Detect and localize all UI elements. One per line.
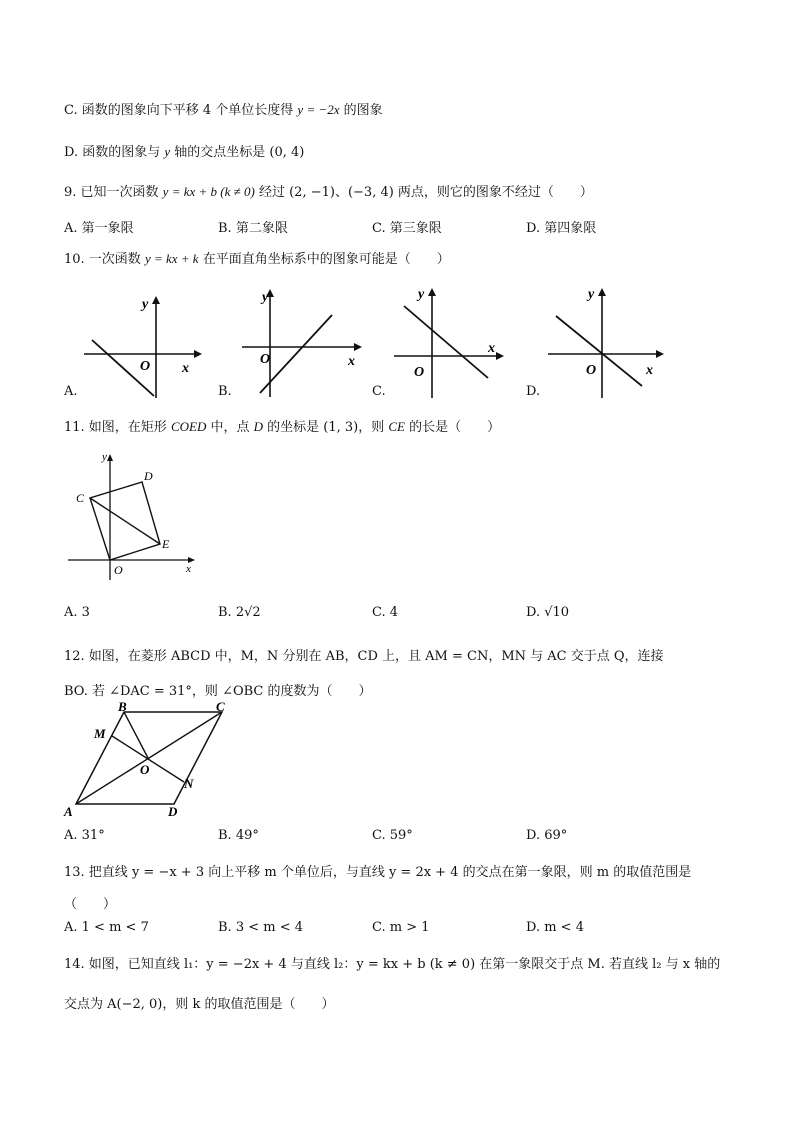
q14-stem-line2: 交点为 A(−2, 0)，则 k 的取值范围是（ ） xyxy=(64,997,335,1012)
q13-option-a: A. 1 < m < 7 xyxy=(64,920,149,935)
q8-d-mid: 轴的交点坐标是 xyxy=(170,145,270,160)
q11-point-d: D xyxy=(253,419,263,434)
q10-option-a-letter: A. xyxy=(64,384,78,399)
q9-points: (2, −1)、(−3, 4) xyxy=(289,185,394,200)
q8-option-d xyxy=(64,141,304,160)
q9-end: 两点，则它的图象不经过（ ） xyxy=(393,185,593,200)
q14-stem-line1: 14. 如图，已知直线 l₁：y = −2x + 4 与直线 l₂：y = kx + b (k ≠ 0) 在第一象限交于点 M. 若直线 l₂ 与 x 轴的 xyxy=(64,957,721,972)
q9-option-a: A. 第一象限 xyxy=(64,221,134,236)
q11-stem xyxy=(64,416,500,435)
q13-paren: （ ） xyxy=(64,897,117,912)
q8-d-var: y xyxy=(164,144,171,159)
q12-label-m: M xyxy=(94,726,106,741)
q12-stem-line2: BO. 若 ∠DAC = 31°，则 ∠OBC 的度数为（ ） xyxy=(64,684,372,699)
q10-b-origin: O xyxy=(260,352,271,367)
q11-coord: (1, 3) xyxy=(323,420,359,435)
q11-label-c: C xyxy=(76,491,85,505)
q8-c-equation: y = −2x xyxy=(297,102,340,117)
q11-rect: COED xyxy=(170,419,207,434)
q10-d-origin: O xyxy=(586,363,597,378)
q12-label-o: O xyxy=(140,762,150,777)
q12-stem-line1: 12. 如图，在菱形 ABCD 中，M，N 分别在 AB，CD 上，且 AM = CN，MN 与 AC 交于点 Q，连接 xyxy=(64,649,664,664)
q12-figure xyxy=(62,700,238,820)
q9-num: 9. 已知一次函数 xyxy=(64,185,163,200)
q9-mid: 经过 xyxy=(254,185,290,200)
q11-num: 11. 如图，在矩形 xyxy=(64,420,171,435)
q12-option-a: A. 31° xyxy=(64,828,105,843)
q10-graph-c xyxy=(392,282,508,400)
q12-label-n: N xyxy=(184,776,194,791)
q10-stem xyxy=(64,248,450,267)
q10-option-b-letter: B. xyxy=(218,384,232,399)
q10-b-y-label: y xyxy=(262,290,269,305)
q10-b-x-label: x xyxy=(348,354,355,369)
q11-mid3: ，则 xyxy=(358,420,389,435)
q13-option-c: C. m > 1 xyxy=(372,920,430,935)
q9-stem xyxy=(64,181,593,200)
q10-end: 在平面直角坐标系中的图象可能是（ ） xyxy=(198,252,450,267)
q10-d-y-label: y xyxy=(588,287,595,302)
q11-option-a: A. 3 xyxy=(64,605,90,620)
q13-option-d: D. m < 4 xyxy=(526,920,584,935)
q10-graph-d xyxy=(546,282,670,400)
q10-graph-b xyxy=(240,285,366,400)
q11-option-c: C. 4 xyxy=(372,605,399,620)
q11-option-b: B. 2√2 xyxy=(218,605,261,620)
q12-label-c: C xyxy=(216,700,225,714)
q10-num: 10. 一次函数 xyxy=(64,252,145,267)
q12-option-d: D. 69° xyxy=(526,828,568,843)
q10-a-y-label: y xyxy=(142,297,149,312)
q10-a-x-label: x xyxy=(182,361,189,376)
q13-option-b: B. 3 < m < 4 xyxy=(218,920,304,935)
q9-option-c: C. 第三象限 xyxy=(372,221,442,236)
q10-c-y-label: y xyxy=(418,287,425,302)
q9-option-d: D. 第四象限 xyxy=(526,221,597,236)
q8-option-c xyxy=(64,99,383,118)
q12-label-d: D xyxy=(168,804,178,819)
q8-d-coord: (0, 4) xyxy=(269,145,305,160)
q9-equation: y = kx + b (k ≠ 0) xyxy=(162,184,255,199)
q11-mid2: 的坐标是 xyxy=(263,420,324,435)
q12-option-b: B. 49° xyxy=(218,828,259,843)
q13-stem: 13. 把直线 y = −x + 3 向上平移 m 个单位后，与直线 y = 2x + 4 的交点在第一象限，则 m 的取值范围是 xyxy=(64,865,692,880)
q11-x-label: x xyxy=(186,563,191,575)
q12-label-a: A xyxy=(64,804,73,819)
q10-c-origin: O xyxy=(414,365,425,380)
q11-option-d: D. √10 xyxy=(526,605,570,620)
q11-y-label: y xyxy=(102,451,107,463)
q11-label-d: D xyxy=(144,469,153,483)
q11-label-o: O xyxy=(114,563,123,577)
q11-figure xyxy=(64,446,204,582)
q12-option-c: C. 59° xyxy=(372,828,413,843)
q10-graph-a xyxy=(84,288,204,400)
q9-option-b: B. 第二象限 xyxy=(218,221,288,236)
q12-label-b: B xyxy=(118,700,127,714)
q8-d-prefix: D. 函数的图象与 xyxy=(64,145,165,160)
q11-label-e: E xyxy=(162,537,170,551)
q10-option-d-letter: D. xyxy=(526,384,541,399)
q8-c-suffix: 的图象 xyxy=(339,103,383,118)
q10-c-x-label: x xyxy=(488,341,495,356)
q10-equation: y = kx + k xyxy=(144,251,199,266)
q8-c-prefix: C. 函数的图象向下平移 4 个单位长度得 xyxy=(64,103,298,118)
q10-d-x-label: x xyxy=(646,363,653,378)
q10-a-origin: O xyxy=(140,359,151,374)
q10-option-c-letter: C. xyxy=(372,384,386,399)
q11-mid: 中，点 xyxy=(206,420,254,435)
q11-segment: CE xyxy=(388,419,405,434)
q11-end: 的长是（ ） xyxy=(404,420,501,435)
